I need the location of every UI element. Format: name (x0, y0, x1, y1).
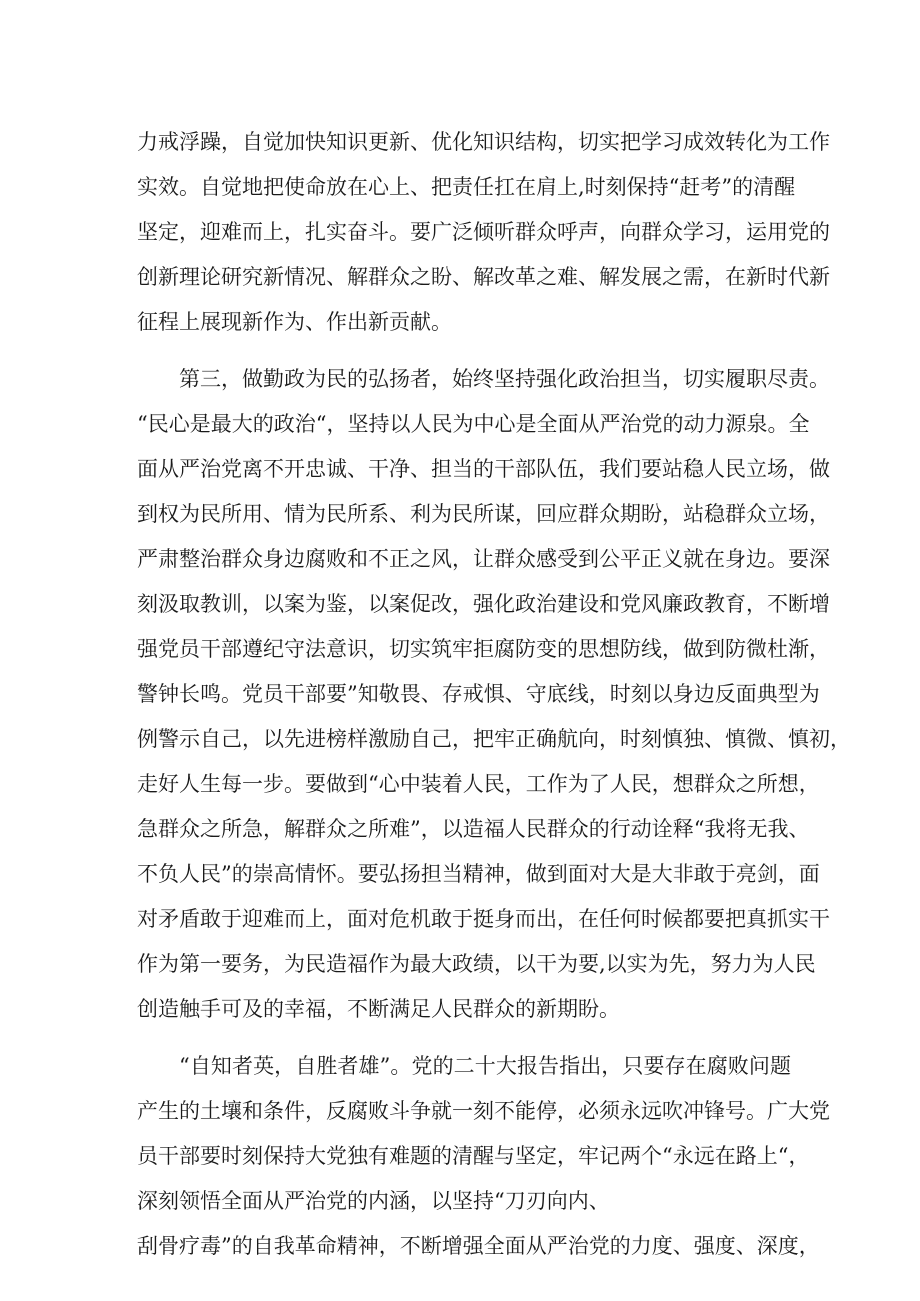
text-line: 走好人生每一步。要做到“心中装着人民，工作为了人民，想群众之所想， (137, 772, 820, 796)
text-line: 创造触手可及的幸福，不断满足人民群众的新期盼。 (137, 997, 620, 1021)
text-line: 力戒浮躁，自觉加快知识更新、优化知识结构，切实把学习成效转化为工作 (137, 130, 830, 154)
text-line: 不负人民”的崇高情怀。要弘扬担当精神，做到面对大是大非敢于亮剑，面 (137, 862, 820, 886)
text-line: 例警示自己，以先进榜样激励自己，把牢正确航向，时刻慎独、慎微、慎初， (137, 727, 851, 751)
text-line: 产生的土壤和条件，反腐败斗争就一刻不能停，必须永远吹冲锋号。广大党 (137, 1099, 830, 1123)
text-line: 对矛盾敢于迎难而上，面对危机敢于挺身而出，在任何时候都要把真抓实干 (137, 907, 830, 931)
paragraph-first-line: 第三，做勤政为民的弘扬者，始终坚持强化政治担当，切实履职尽责。 (179, 367, 830, 391)
text-line: 刻汲取教训，以案为鉴，以案促改，强化政治建设和党风廉政教育，不断增 (137, 592, 830, 616)
text-line: 作为第一要务，为民造福作为最大政绩，以干为要,以实为先，努力为人民 (137, 952, 816, 976)
text-line: “民心是最大的政治“，坚持以人民为中心是全面从严治党的动力源泉。全 (137, 412, 810, 436)
text-line: 面从严治党离不开忠诚、干净、担当的干部队伍，我们要站稳人民立场，做 (137, 457, 830, 481)
text-line: 急群众之所急，解群众之所难”，以造福人民群众的行动诠释“我将无我、 (137, 817, 810, 841)
text-line: 强党员干部遵纪守法意识，切实筑牢拒腐防变的思想防线，做到防微杜渐， (137, 637, 830, 661)
text-line: 深刻领悟全面从严治党的内涵，以坚持“刀刃向内、 (137, 1189, 610, 1213)
text-line: 严肃整治群众身边腐败和不正之风，让群众感受到公平正义就在身边。要深 (137, 547, 830, 571)
text-line: 员干部要时刻保持大党独有难题的清醒与坚定，牢记两个“永远在路上“， (137, 1144, 810, 1168)
text-line: 坚定，迎难而上，扎实奋斗。要广泛倾听群众呼声，向群众学习，运用党的 (137, 220, 830, 244)
text-line: 刮骨疗毒”的自我革命精神，不断增强全面从严治党的力度、强度、深度， (137, 1234, 820, 1258)
text-line: 警钟长鸣。党员干部要”知敬畏、存戒惧、守底线，时刻以身边反面典型为 (137, 682, 820, 706)
text-line: 创新理论研究新情况、解群众之盼、解改革之难、解发展之需，在新时代新 (137, 265, 830, 289)
text-line: 到权为民所用、情为民所系、利为民所谋，回应群众期盼，站稳群众立场， (137, 502, 830, 526)
text-line: 实效。自觉地把使命放在心上、把责任扛在肩上,时刻保持“赶考”的清醒 (137, 175, 796, 199)
paragraph-first-line: “自知者英，自胜者雄”。党的二十大报告指出，只要存在腐败问题 (179, 1054, 791, 1078)
text-line: 征程上展现新作为、作出新贡献。 (137, 310, 452, 334)
